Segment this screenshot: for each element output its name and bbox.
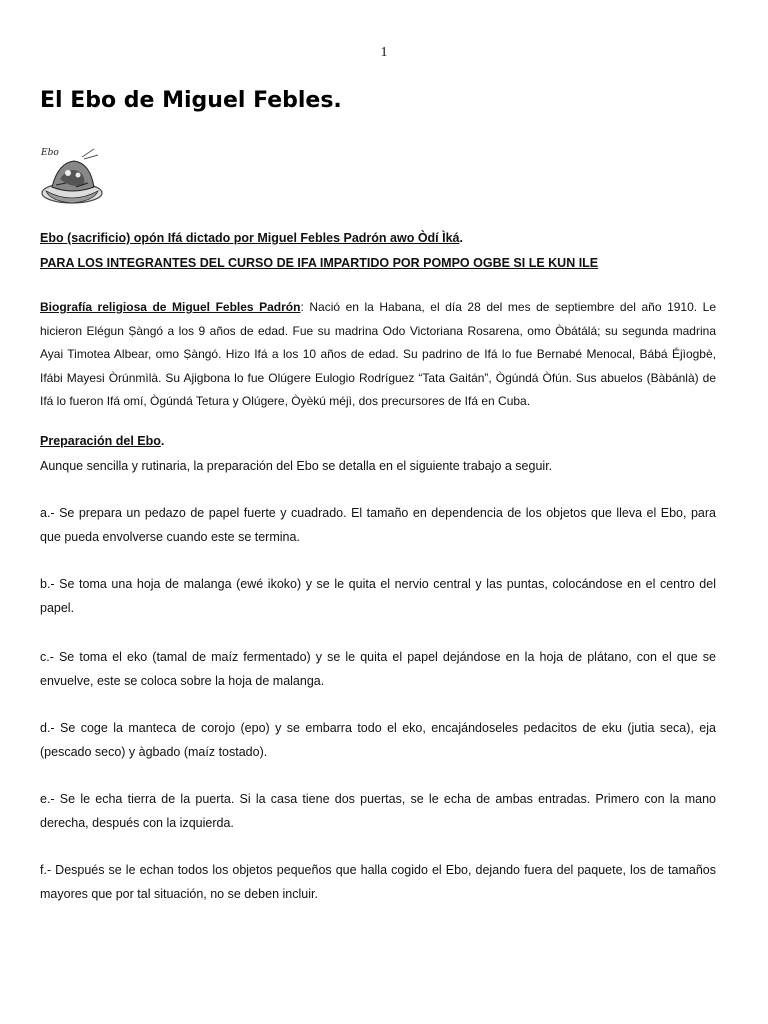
preparation-heading bbox=[40, 434, 164, 448]
ebo-offering-icon bbox=[38, 143, 106, 207]
preparation-step-f: f.- Después se le echan todos los objetos pequeños que halla cogido el Ebo, dejando fuera del paquete, los de tamaños mayores que por tal situación, no se deben incluir. bbox=[40, 863, 716, 901]
preparation-heading-text: Preparación del Ebo bbox=[40, 434, 161, 448]
preparation-step-d: d.- Se coge la manteca de corojo (epo) y se embarra todo el eko, encajándoseles pedacitos de eku (jutia seca), eja (pescado seco) y àgbado (maíz tostado). bbox=[40, 721, 716, 759]
document-title: El Ebo de Miguel Febles. bbox=[40, 88, 342, 113]
preparation-heading-tail: . bbox=[160, 434, 165, 448]
biography-lead: Biografía religiosa de Miguel Febles Padrón bbox=[40, 300, 301, 314]
logo-caption: Ebo bbox=[41, 148, 59, 158]
preparation-step-c: c.- Se toma el eko (tamal de maíz fermentado) y se le quita el papel dejándose en la hoja de plátano, con el que se envuelve, este se coloca sobre la hoja de malanga. bbox=[40, 650, 716, 688]
preparation-intro: Aunque sencilla y rutinaria, la preparación del Ebo se detalla en el siguiente trabajo a seguir. bbox=[40, 459, 553, 473]
header-line-1-tail: . bbox=[459, 231, 463, 245]
biography-text: : Nació en la Habana, el día 28 del mes de septiembre del año 1910. Le hicieron Elégun Ṣàngó a los 9 años de edad. Fue su madrina Odo Victoriana Rosarena, omo Òbátálá; su segunda madrina Ayai Timotea Albear, omo Ṣàngó. Hizo Ifá a los 10 años de edad. Su padrino de Ifá lo fue Bernabé Menocal, Bábá Éjìogbè, Ifábi Mayesi Òrúnmìlà. Su Ajigbona lo fue Olúgere Eulogio Rodríguez “Tata Gaitán”, Ògúndá Òfún. Sus abuelos (Bàbánlà) de Ifá lo fueron Ifá omí, Ògúndá Tetura y Olúgere, Òyèkú méjì, dos precursores de Ifá en Cuba. bbox=[40, 300, 716, 408]
page-number: 1 bbox=[380, 45, 388, 60]
preparation-step-e: e.- Se le echa tierra de la puerta. Si la casa tiene dos puertas, se le echa de ambas entradas. Primero con la mano derecha, después con la izquierda. bbox=[40, 792, 716, 830]
preparation-step-a: a.- Se prepara un pedazo de papel fuerte y cuadrado. El tamaño en dependencia de los objetos que lleva el Ebo, para que pueda envolverse cuando este se termina. bbox=[40, 506, 716, 544]
biography-paragraph bbox=[40, 296, 716, 414]
preparation-step-b: b.- Se toma una hoja de malanga (ewé ikoko) y se le quita el nervio central y las puntas, colocándose en el centro del papel. bbox=[40, 577, 716, 615]
header-line-2 bbox=[40, 256, 730, 270]
header-line-1 bbox=[40, 231, 730, 245]
header-line-2-text: PARA LOS INTEGRANTES DEL CURSO DE IFA IMPARTIDO POR POMPO OGBE SI LE KUN ILE bbox=[40, 256, 599, 270]
header-line-1-text: Ebo (sacrificio) opón Ifá dictado por Miguel Febles Padrón awo Òdí Ìká bbox=[40, 231, 460, 245]
